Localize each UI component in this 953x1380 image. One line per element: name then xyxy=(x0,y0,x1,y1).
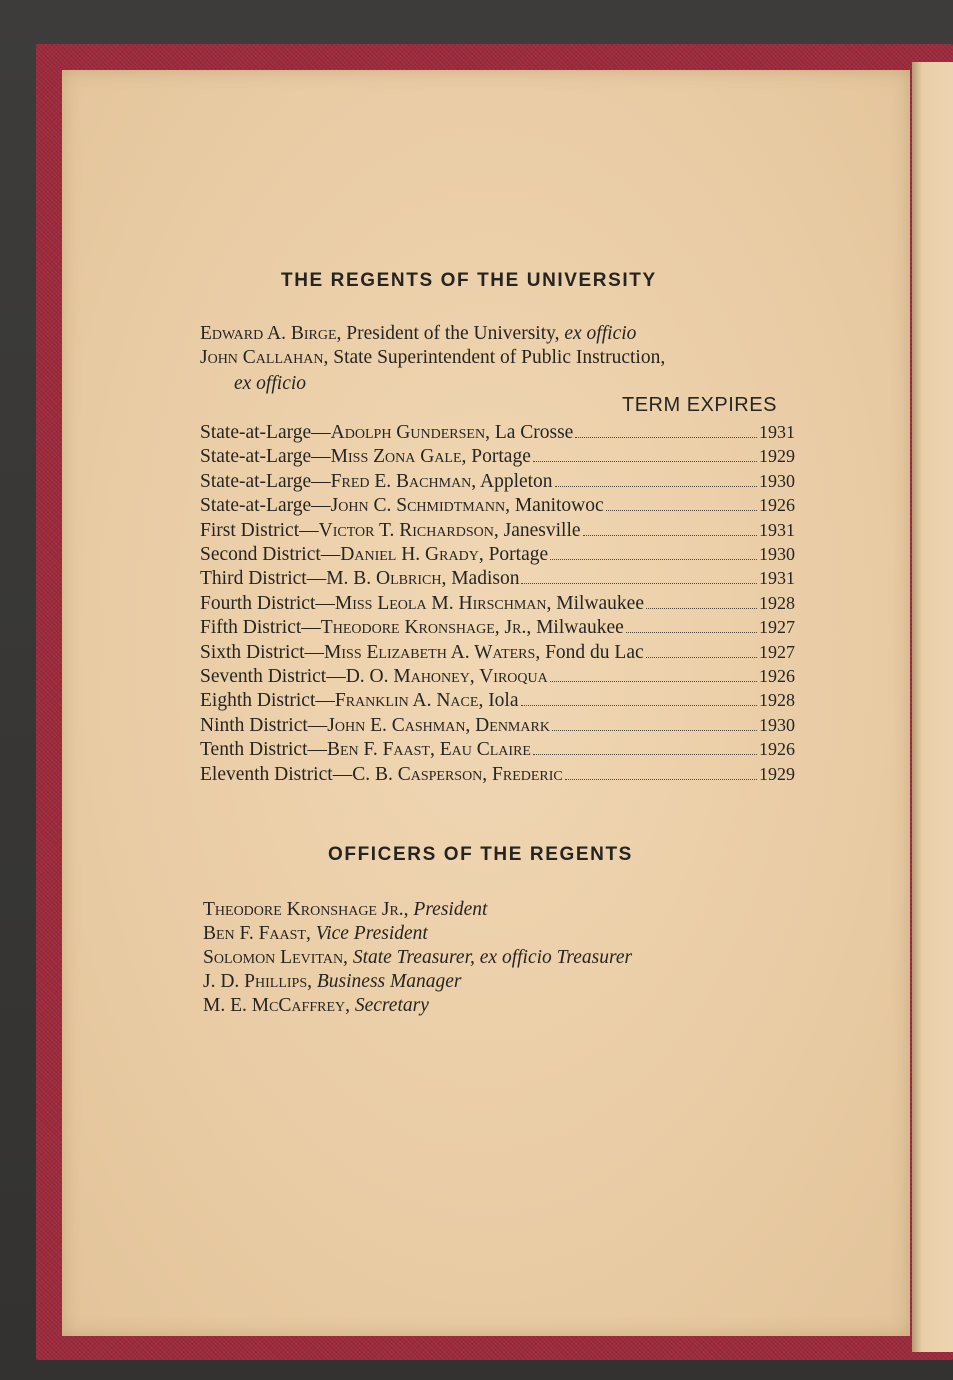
officer-title: Vice President xyxy=(315,923,428,944)
term-year: 1926 xyxy=(759,666,795,686)
ex-officio-label: ex officio xyxy=(234,373,307,394)
dot-leader xyxy=(583,535,757,536)
dot-leader xyxy=(533,754,757,755)
regent-place: Appleton xyxy=(479,470,553,492)
regent-row xyxy=(200,713,795,738)
regent-entry: State-at-Large—Fred E. Bachman, Appleton xyxy=(200,470,553,492)
regent-entry: Sixth District—Miss Elizabeth A. Waters, Fond du Lac xyxy=(200,641,644,663)
term-year: 1927 xyxy=(759,617,795,638)
regent-row xyxy=(200,469,795,494)
ex-officio-line-2: John Callahan, State Superintendent of Public Instruction, xyxy=(200,347,666,368)
regent-row xyxy=(200,420,795,445)
regent-entry: Seventh District—D. O. Mahoney, Viroqua xyxy=(200,666,548,687)
officer-line xyxy=(203,994,429,1018)
regent-name: Fred E. Bachman xyxy=(330,470,472,492)
regent-name: John Callahan xyxy=(200,347,324,368)
regent-row xyxy=(200,518,795,543)
regent-entry: Eighth District—Franklin A. Nace, Iola xyxy=(200,690,519,712)
officer-title: Business Manager xyxy=(316,971,462,992)
district-label: State-at-Large xyxy=(200,470,312,492)
district-label: State-at-Large xyxy=(200,422,312,443)
regent-row xyxy=(200,542,795,567)
regent-place: Portage xyxy=(471,446,531,468)
regent-name: Ben F. Faast, Eau Claire xyxy=(327,739,531,761)
regent-entry: State-at-Large—Miss Zona Gale, Portage xyxy=(200,446,531,468)
officer-line xyxy=(203,922,428,946)
officer-name: Ben F. Faast, xyxy=(203,923,311,944)
regent-name: John C. Schmidtmann xyxy=(330,495,506,517)
regent-entry: State-at-Large—Adolph Gundersen, La Crosse xyxy=(200,422,574,443)
term-year: 1926 xyxy=(759,495,795,516)
regent-name: Edward A. Birge xyxy=(200,323,337,344)
regent-name: Daniel H. Grady xyxy=(340,544,479,565)
officer-name: J. D. Phillips, xyxy=(203,971,313,992)
regent-place: Manitowoc xyxy=(514,495,604,517)
dot-leader xyxy=(646,657,757,658)
term-year: 1927 xyxy=(759,641,795,662)
term-year: 1926 xyxy=(759,739,795,760)
regent-entry: Fourth District—Miss Leola M. Hirschman, Milwaukee xyxy=(200,592,644,614)
regent-name: Theodore Kronshage, Jr. xyxy=(320,617,527,639)
term-year: 1930 xyxy=(759,544,795,564)
district-label: Third District xyxy=(200,568,307,590)
dot-leader xyxy=(550,559,757,560)
district-label: Second District xyxy=(200,544,321,565)
officer-title: State Treasurer, ex officio Treasurer xyxy=(352,947,633,968)
regent-name: Franklin A. Nace xyxy=(334,690,479,712)
regent-place: Milwaukee xyxy=(556,592,644,614)
ex-officio-label: ex officio xyxy=(564,323,637,344)
regent-entry: Tenth District—Ben F. Faast, Eau Claire xyxy=(200,739,531,761)
regent-row xyxy=(200,566,795,591)
regent-row xyxy=(200,493,795,518)
officer-line xyxy=(203,946,632,970)
district-label: Eighth District xyxy=(200,690,316,712)
dot-leader xyxy=(626,632,757,633)
regent-entry: Ninth District—John E. Cashman, Denmark xyxy=(200,714,550,736)
regent-place: Iola xyxy=(488,690,519,712)
regent-place: Fond du Lac xyxy=(545,641,644,663)
term-year: 1928 xyxy=(759,592,795,613)
officer-name: Solomon Levitan, xyxy=(203,947,348,968)
regent-row xyxy=(200,664,795,689)
dot-leader xyxy=(575,437,757,438)
regent-entry: State-at-Large—John C. Schmidtmann, Manitowoc xyxy=(200,495,604,517)
district-label: State-at-Large xyxy=(200,446,312,468)
regent-name: Miss Zona Gale xyxy=(330,446,462,468)
dot-leader xyxy=(550,681,757,682)
district-label: Fourth District xyxy=(200,592,316,614)
regent-place: Madison xyxy=(451,568,520,590)
page-heading: THE REGENTS OF THE UNIVERSITY xyxy=(281,270,657,291)
regent-place: Milwaukee xyxy=(536,617,624,639)
regent-row xyxy=(200,640,795,665)
regent-place: Portage xyxy=(488,544,549,565)
officer-title: President xyxy=(413,899,488,920)
regent-name: M. B. Olbrich xyxy=(326,568,442,590)
district-label: State-at-Large xyxy=(200,495,312,517)
officers-heading: OFFICERS OF THE REGENTS xyxy=(328,844,633,865)
officer-title: Secretary xyxy=(354,995,429,1016)
regent-row xyxy=(200,591,795,616)
officer-line xyxy=(203,898,487,922)
district-label: Eleventh District xyxy=(200,763,333,785)
regent-place: Janesville xyxy=(503,519,581,541)
regent-row xyxy=(200,762,795,787)
dot-leader xyxy=(533,461,757,462)
officer-name: M. E. McCaffrey, xyxy=(203,995,350,1016)
term-year: 1929 xyxy=(759,446,795,467)
term-year: 1931 xyxy=(759,519,795,540)
district-label: First District xyxy=(200,519,300,541)
term-year: 1931 xyxy=(759,568,795,589)
dot-leader xyxy=(565,779,757,780)
district-label: Tenth District xyxy=(200,739,308,761)
regent-row xyxy=(200,444,795,469)
regent-place: La Crosse xyxy=(494,422,574,443)
regent-entry: Second District—Daniel H. Grady, Portage xyxy=(200,544,549,565)
regent-row xyxy=(200,688,795,713)
regent-entry: Fifth District—Theodore Kronshage, Jr., Milwaukee xyxy=(200,617,624,639)
ex-officio-line-1: Edward A. Birge, President of the University, ex officio xyxy=(200,323,637,344)
regent-entry: Third District—M. B. Olbrich, Madison xyxy=(200,568,520,590)
regent-name: Victor T. Richardson xyxy=(318,519,494,541)
dot-leader xyxy=(646,608,757,609)
regent-role: President of the University, xyxy=(346,323,560,344)
officer-line xyxy=(203,970,462,994)
term-year: 1929 xyxy=(759,763,795,784)
term-year: 1928 xyxy=(759,690,795,711)
officer-name: Theodore Kronshage Jr., xyxy=(203,899,409,920)
regent-name: Miss Elizabeth A. Waters xyxy=(324,641,536,663)
regent-name: John E. Cashman, Denmark xyxy=(327,714,550,736)
regent-name: Miss Leola M. Hirschman xyxy=(334,592,547,614)
regent-name: C. B. Casperson, Frederic xyxy=(352,763,563,785)
term-year: 1930 xyxy=(759,470,795,491)
dot-leader xyxy=(606,510,757,511)
regent-name: D. O. Mahoney, Viroqua xyxy=(345,666,548,687)
regent-name: Adolph Gundersen xyxy=(330,422,486,443)
regent-entry: Eleventh District—C. B. Casperson, Frederic xyxy=(200,763,563,785)
district-label: Sixth District xyxy=(200,641,305,663)
dot-leader xyxy=(552,730,757,731)
term-expires-header: TERM EXPIRES xyxy=(622,394,777,416)
regent-row xyxy=(200,737,795,762)
term-year: 1930 xyxy=(759,714,795,735)
facing-page-edge xyxy=(912,62,953,1352)
dot-leader xyxy=(521,705,757,706)
district-label: Seventh District xyxy=(200,666,327,687)
district-label: Ninth District xyxy=(200,714,308,736)
regent-entry: First District—Victor T. Richardson, Janesville xyxy=(200,519,581,541)
regent-row xyxy=(200,615,795,640)
dot-leader xyxy=(555,486,757,487)
regent-role: State Superintendent of Public Instruction, xyxy=(333,347,666,368)
dot-leader xyxy=(521,583,757,584)
term-year: 1931 xyxy=(759,422,795,442)
district-label: Fifth District xyxy=(200,617,302,639)
